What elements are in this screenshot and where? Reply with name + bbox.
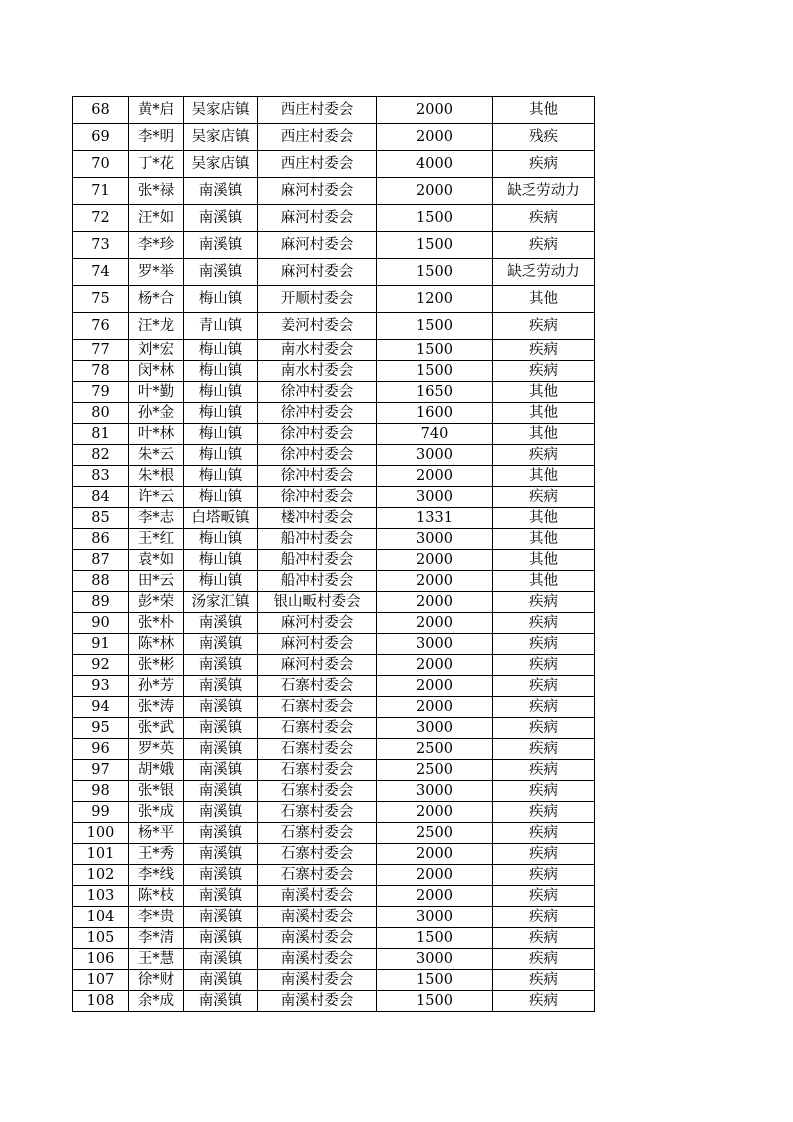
village-committee-cell: 南溪村委会 xyxy=(258,928,377,949)
village-committee-cell: 石寨村委会 xyxy=(258,844,377,865)
row-number-cell: 81 xyxy=(73,424,129,445)
name-cell: 汪*龙 xyxy=(129,313,184,340)
table-row xyxy=(73,508,595,529)
town-cell: 南溪镇 xyxy=(184,781,258,802)
amount-cell: 2000 xyxy=(377,886,493,907)
town-cell: 南溪镇 xyxy=(184,613,258,634)
row-number-cell: 71 xyxy=(73,178,129,205)
town-cell: 南溪镇 xyxy=(184,844,258,865)
amount-cell: 2000 xyxy=(377,592,493,613)
village-committee-cell: 徐冲村委会 xyxy=(258,487,377,508)
reason-cell: 疾病 xyxy=(493,907,595,928)
village-committee-cell: 船冲村委会 xyxy=(258,550,377,571)
row-number-cell: 93 xyxy=(73,676,129,697)
row-number-cell: 68 xyxy=(73,97,129,124)
reason-cell: 疾病 xyxy=(493,928,595,949)
row-number-cell: 82 xyxy=(73,445,129,466)
village-committee-cell: 姜河村委会 xyxy=(258,313,377,340)
name-cell: 田*云 xyxy=(129,571,184,592)
relief-list-table xyxy=(72,96,595,1012)
reason-cell: 疾病 xyxy=(493,151,595,178)
town-cell: 白塔畈镇 xyxy=(184,508,258,529)
table-row xyxy=(73,424,595,445)
amount-cell: 2000 xyxy=(377,466,493,487)
amount-cell: 4000 xyxy=(377,151,493,178)
town-cell: 吴家店镇 xyxy=(184,124,258,151)
amount-cell: 2000 xyxy=(377,697,493,718)
town-cell: 吴家店镇 xyxy=(184,97,258,124)
table-row xyxy=(73,634,595,655)
row-number-cell: 96 xyxy=(73,739,129,760)
table-row xyxy=(73,970,595,991)
reason-cell: 疾病 xyxy=(493,781,595,802)
table-row xyxy=(73,340,595,361)
town-cell: 梅山镇 xyxy=(184,403,258,424)
name-cell: 李*志 xyxy=(129,508,184,529)
row-number-cell: 80 xyxy=(73,403,129,424)
town-cell: 南溪镇 xyxy=(184,655,258,676)
village-committee-cell: 石寨村委会 xyxy=(258,697,377,718)
row-number-cell: 74 xyxy=(73,259,129,286)
table-row xyxy=(73,124,595,151)
town-cell: 吴家店镇 xyxy=(184,151,258,178)
row-number-cell: 99 xyxy=(73,802,129,823)
amount-cell: 1331 xyxy=(377,508,493,529)
table-row xyxy=(73,613,595,634)
table-row xyxy=(73,403,595,424)
village-committee-cell: 麻河村委会 xyxy=(258,259,377,286)
town-cell: 梅山镇 xyxy=(184,361,258,382)
town-cell: 南溪镇 xyxy=(184,232,258,259)
amount-cell: 3000 xyxy=(377,445,493,466)
village-committee-cell: 西庄村委会 xyxy=(258,97,377,124)
row-number-cell: 87 xyxy=(73,550,129,571)
reason-cell: 疾病 xyxy=(493,445,595,466)
row-number-cell: 84 xyxy=(73,487,129,508)
name-cell: 张*银 xyxy=(129,781,184,802)
name-cell: 王*慧 xyxy=(129,949,184,970)
row-number-cell: 78 xyxy=(73,361,129,382)
name-cell: 张*彬 xyxy=(129,655,184,676)
town-cell: 南溪镇 xyxy=(184,970,258,991)
row-number-cell: 75 xyxy=(73,286,129,313)
table-row xyxy=(73,676,595,697)
name-cell: 杨*平 xyxy=(129,823,184,844)
table-row xyxy=(73,259,595,286)
town-cell: 汤家汇镇 xyxy=(184,592,258,613)
amount-cell: 1650 xyxy=(377,382,493,403)
town-cell: 梅山镇 xyxy=(184,445,258,466)
reason-cell: 疾病 xyxy=(493,739,595,760)
name-cell: 李*珍 xyxy=(129,232,184,259)
reason-cell: 疾病 xyxy=(493,970,595,991)
row-number-cell: 79 xyxy=(73,382,129,403)
name-cell: 徐*财 xyxy=(129,970,184,991)
row-number-cell: 88 xyxy=(73,571,129,592)
amount-cell: 1200 xyxy=(377,286,493,313)
amount-cell: 2000 xyxy=(377,124,493,151)
town-cell: 梅山镇 xyxy=(184,382,258,403)
village-committee-cell: 徐冲村委会 xyxy=(258,382,377,403)
amount-cell: 2000 xyxy=(377,865,493,886)
name-cell: 杨*合 xyxy=(129,286,184,313)
amount-cell: 740 xyxy=(377,424,493,445)
amount-cell: 1500 xyxy=(377,259,493,286)
table-row xyxy=(73,97,595,124)
amount-cell: 1500 xyxy=(377,928,493,949)
amount-cell: 2000 xyxy=(377,844,493,865)
amount-cell: 1500 xyxy=(377,313,493,340)
town-cell: 南溪镇 xyxy=(184,718,258,739)
amount-cell: 3000 xyxy=(377,907,493,928)
amount-cell: 1500 xyxy=(377,991,493,1012)
village-committee-cell: 南溪村委会 xyxy=(258,886,377,907)
reason-cell: 疾病 xyxy=(493,844,595,865)
town-cell: 南溪镇 xyxy=(184,886,258,907)
row-number-cell: 108 xyxy=(73,991,129,1012)
village-committee-cell: 徐冲村委会 xyxy=(258,466,377,487)
reason-cell: 疾病 xyxy=(493,613,595,634)
amount-cell: 3000 xyxy=(377,529,493,550)
amount-cell: 2000 xyxy=(377,97,493,124)
reason-cell: 疾病 xyxy=(493,949,595,970)
village-committee-cell: 徐冲村委会 xyxy=(258,445,377,466)
reason-cell: 其他 xyxy=(493,286,595,313)
town-cell: 南溪镇 xyxy=(184,259,258,286)
reason-cell: 残疾 xyxy=(493,124,595,151)
village-committee-cell: 麻河村委会 xyxy=(258,178,377,205)
name-cell: 刘*宏 xyxy=(129,340,184,361)
reason-cell: 缺乏劳动力 xyxy=(493,178,595,205)
name-cell: 张*涛 xyxy=(129,697,184,718)
amount-cell: 2000 xyxy=(377,676,493,697)
amount-cell: 2500 xyxy=(377,760,493,781)
town-cell: 青山镇 xyxy=(184,313,258,340)
village-committee-cell: 石寨村委会 xyxy=(258,718,377,739)
village-committee-cell: 麻河村委会 xyxy=(258,205,377,232)
amount-cell: 2500 xyxy=(377,739,493,760)
table-row xyxy=(73,529,595,550)
reason-cell: 疾病 xyxy=(493,697,595,718)
row-number-cell: 94 xyxy=(73,697,129,718)
table-body xyxy=(73,97,595,1012)
name-cell: 彭*荣 xyxy=(129,592,184,613)
name-cell: 朱*根 xyxy=(129,466,184,487)
village-committee-cell: 石寨村委会 xyxy=(258,781,377,802)
reason-cell: 疾病 xyxy=(493,676,595,697)
amount-cell: 2000 xyxy=(377,613,493,634)
name-cell: 孙*金 xyxy=(129,403,184,424)
reason-cell: 疾病 xyxy=(493,232,595,259)
row-number-cell: 73 xyxy=(73,232,129,259)
table-row xyxy=(73,151,595,178)
table-row xyxy=(73,178,595,205)
amount-cell: 1600 xyxy=(377,403,493,424)
village-committee-cell: 南水村委会 xyxy=(258,361,377,382)
reason-cell: 其他 xyxy=(493,466,595,487)
village-committee-cell: 石寨村委会 xyxy=(258,676,377,697)
name-cell: 袁*如 xyxy=(129,550,184,571)
table-row xyxy=(73,382,595,403)
row-number-cell: 106 xyxy=(73,949,129,970)
row-number-cell: 72 xyxy=(73,205,129,232)
table-row xyxy=(73,361,595,382)
reason-cell: 疾病 xyxy=(493,487,595,508)
town-cell: 南溪镇 xyxy=(184,676,258,697)
amount-cell: 1500 xyxy=(377,205,493,232)
name-cell: 张*武 xyxy=(129,718,184,739)
amount-cell: 2000 xyxy=(377,550,493,571)
name-cell: 罗*英 xyxy=(129,739,184,760)
village-committee-cell: 徐冲村委会 xyxy=(258,424,377,445)
village-committee-cell: 南溪村委会 xyxy=(258,970,377,991)
village-committee-cell: 南溪村委会 xyxy=(258,949,377,970)
table-row xyxy=(73,232,595,259)
name-cell: 张*朴 xyxy=(129,613,184,634)
village-committee-cell: 南溪村委会 xyxy=(258,907,377,928)
table-row xyxy=(73,739,595,760)
town-cell: 南溪镇 xyxy=(184,178,258,205)
reason-cell: 疾病 xyxy=(493,592,595,613)
reason-cell: 其他 xyxy=(493,97,595,124)
amount-cell: 3000 xyxy=(377,634,493,655)
amount-cell: 2000 xyxy=(377,802,493,823)
reason-cell: 疾病 xyxy=(493,634,595,655)
reason-cell: 其他 xyxy=(493,403,595,424)
name-cell: 叶*勤 xyxy=(129,382,184,403)
reason-cell: 疾病 xyxy=(493,802,595,823)
village-committee-cell: 船冲村委会 xyxy=(258,571,377,592)
name-cell: 李*清 xyxy=(129,928,184,949)
row-number-cell: 105 xyxy=(73,928,129,949)
town-cell: 南溪镇 xyxy=(184,865,258,886)
town-cell: 南溪镇 xyxy=(184,634,258,655)
town-cell: 南溪镇 xyxy=(184,739,258,760)
table-row xyxy=(73,781,595,802)
village-committee-cell: 船冲村委会 xyxy=(258,529,377,550)
amount-cell: 1500 xyxy=(377,340,493,361)
table-row xyxy=(73,760,595,781)
amount-cell: 2000 xyxy=(377,178,493,205)
reason-cell: 疾病 xyxy=(493,655,595,676)
village-committee-cell: 西庄村委会 xyxy=(258,124,377,151)
table-row xyxy=(73,286,595,313)
row-number-cell: 103 xyxy=(73,886,129,907)
reason-cell: 疾病 xyxy=(493,205,595,232)
village-committee-cell: 石寨村委会 xyxy=(258,865,377,886)
town-cell: 南溪镇 xyxy=(184,697,258,718)
town-cell: 梅山镇 xyxy=(184,340,258,361)
village-committee-cell: 麻河村委会 xyxy=(258,613,377,634)
reason-cell: 其他 xyxy=(493,571,595,592)
name-cell: 朱*云 xyxy=(129,445,184,466)
name-cell: 胡*娥 xyxy=(129,760,184,781)
reason-cell: 缺乏劳动力 xyxy=(493,259,595,286)
row-number-cell: 100 xyxy=(73,823,129,844)
row-number-cell: 89 xyxy=(73,592,129,613)
amount-cell: 1500 xyxy=(377,361,493,382)
row-number-cell: 77 xyxy=(73,340,129,361)
name-cell: 黄*启 xyxy=(129,97,184,124)
town-cell: 南溪镇 xyxy=(184,949,258,970)
reason-cell: 其他 xyxy=(493,550,595,571)
name-cell: 张*禄 xyxy=(129,178,184,205)
name-cell: 王*红 xyxy=(129,529,184,550)
row-number-cell: 104 xyxy=(73,907,129,928)
row-number-cell: 83 xyxy=(73,466,129,487)
name-cell: 张*成 xyxy=(129,802,184,823)
table-row xyxy=(73,697,595,718)
name-cell: 王*秀 xyxy=(129,844,184,865)
name-cell: 汪*如 xyxy=(129,205,184,232)
reason-cell: 疾病 xyxy=(493,760,595,781)
reason-cell: 其他 xyxy=(493,529,595,550)
village-committee-cell: 麻河村委会 xyxy=(258,655,377,676)
row-number-cell: 70 xyxy=(73,151,129,178)
town-cell: 梅山镇 xyxy=(184,466,258,487)
village-committee-cell: 石寨村委会 xyxy=(258,823,377,844)
village-committee-cell: 西庄村委会 xyxy=(258,151,377,178)
reason-cell: 疾病 xyxy=(493,361,595,382)
amount-cell: 3000 xyxy=(377,487,493,508)
town-cell: 南溪镇 xyxy=(184,823,258,844)
town-cell: 南溪镇 xyxy=(184,928,258,949)
name-cell: 李*贵 xyxy=(129,907,184,928)
amount-cell: 2000 xyxy=(377,571,493,592)
table-row xyxy=(73,802,595,823)
row-number-cell: 90 xyxy=(73,613,129,634)
reason-cell: 其他 xyxy=(493,382,595,403)
row-number-cell: 91 xyxy=(73,634,129,655)
table-row xyxy=(73,928,595,949)
reason-cell: 疾病 xyxy=(493,313,595,340)
village-committee-cell: 石寨村委会 xyxy=(258,802,377,823)
row-number-cell: 107 xyxy=(73,970,129,991)
table-row xyxy=(73,655,595,676)
amount-cell: 3000 xyxy=(377,718,493,739)
amount-cell: 3000 xyxy=(377,781,493,802)
name-cell: 余*成 xyxy=(129,991,184,1012)
reason-cell: 其他 xyxy=(493,508,595,529)
table-row xyxy=(73,571,595,592)
table-row xyxy=(73,844,595,865)
row-number-cell: 98 xyxy=(73,781,129,802)
row-number-cell: 95 xyxy=(73,718,129,739)
village-committee-cell: 银山畈村委会 xyxy=(258,592,377,613)
table-row xyxy=(73,205,595,232)
village-committee-cell: 南水村委会 xyxy=(258,340,377,361)
row-number-cell: 97 xyxy=(73,760,129,781)
row-number-cell: 69 xyxy=(73,124,129,151)
village-committee-cell: 楼冲村委会 xyxy=(258,508,377,529)
name-cell: 李*线 xyxy=(129,865,184,886)
name-cell: 孙*芳 xyxy=(129,676,184,697)
town-cell: 梅山镇 xyxy=(184,424,258,445)
amount-cell: 1500 xyxy=(377,232,493,259)
name-cell: 闵*林 xyxy=(129,361,184,382)
town-cell: 梅山镇 xyxy=(184,550,258,571)
row-number-cell: 86 xyxy=(73,529,129,550)
reason-cell: 疾病 xyxy=(493,886,595,907)
name-cell: 罗*举 xyxy=(129,259,184,286)
town-cell: 南溪镇 xyxy=(184,802,258,823)
amount-cell: 1500 xyxy=(377,970,493,991)
village-committee-cell: 石寨村委会 xyxy=(258,739,377,760)
reason-cell: 疾病 xyxy=(493,991,595,1012)
village-committee-cell: 徐冲村委会 xyxy=(258,403,377,424)
town-cell: 南溪镇 xyxy=(184,991,258,1012)
town-cell: 南溪镇 xyxy=(184,205,258,232)
village-committee-cell: 石寨村委会 xyxy=(258,760,377,781)
table-row xyxy=(73,865,595,886)
town-cell: 梅山镇 xyxy=(184,529,258,550)
row-number-cell: 76 xyxy=(73,313,129,340)
town-cell: 南溪镇 xyxy=(184,760,258,781)
row-number-cell: 102 xyxy=(73,865,129,886)
table-row xyxy=(73,907,595,928)
town-cell: 南溪镇 xyxy=(184,907,258,928)
table-row xyxy=(73,823,595,844)
table-row xyxy=(73,466,595,487)
reason-cell: 疾病 xyxy=(493,865,595,886)
village-committee-cell: 开顺村委会 xyxy=(258,286,377,313)
row-number-cell: 92 xyxy=(73,655,129,676)
row-number-cell: 101 xyxy=(73,844,129,865)
name-cell: 叶*林 xyxy=(129,424,184,445)
row-number-cell: 85 xyxy=(73,508,129,529)
reason-cell: 疾病 xyxy=(493,718,595,739)
table-row xyxy=(73,550,595,571)
name-cell: 陈*林 xyxy=(129,634,184,655)
town-cell: 梅山镇 xyxy=(184,286,258,313)
amount-cell: 2000 xyxy=(377,655,493,676)
village-committee-cell: 麻河村委会 xyxy=(258,634,377,655)
table-row xyxy=(73,487,595,508)
village-committee-cell: 麻河村委会 xyxy=(258,232,377,259)
name-cell: 陈*枝 xyxy=(129,886,184,907)
name-cell: 许*云 xyxy=(129,487,184,508)
town-cell: 梅山镇 xyxy=(184,571,258,592)
village-committee-cell: 南溪村委会 xyxy=(258,991,377,1012)
town-cell: 梅山镇 xyxy=(184,487,258,508)
reason-cell: 其他 xyxy=(493,424,595,445)
name-cell: 丁*花 xyxy=(129,151,184,178)
table-row xyxy=(73,445,595,466)
amount-cell: 3000 xyxy=(377,949,493,970)
amount-cell: 2500 xyxy=(377,823,493,844)
table-row xyxy=(73,991,595,1012)
reason-cell: 疾病 xyxy=(493,340,595,361)
reason-cell: 疾病 xyxy=(493,823,595,844)
table-row xyxy=(73,313,595,340)
table-row xyxy=(73,718,595,739)
name-cell: 李*明 xyxy=(129,124,184,151)
table-row xyxy=(73,592,595,613)
table-row xyxy=(73,949,595,970)
table-row xyxy=(73,886,595,907)
